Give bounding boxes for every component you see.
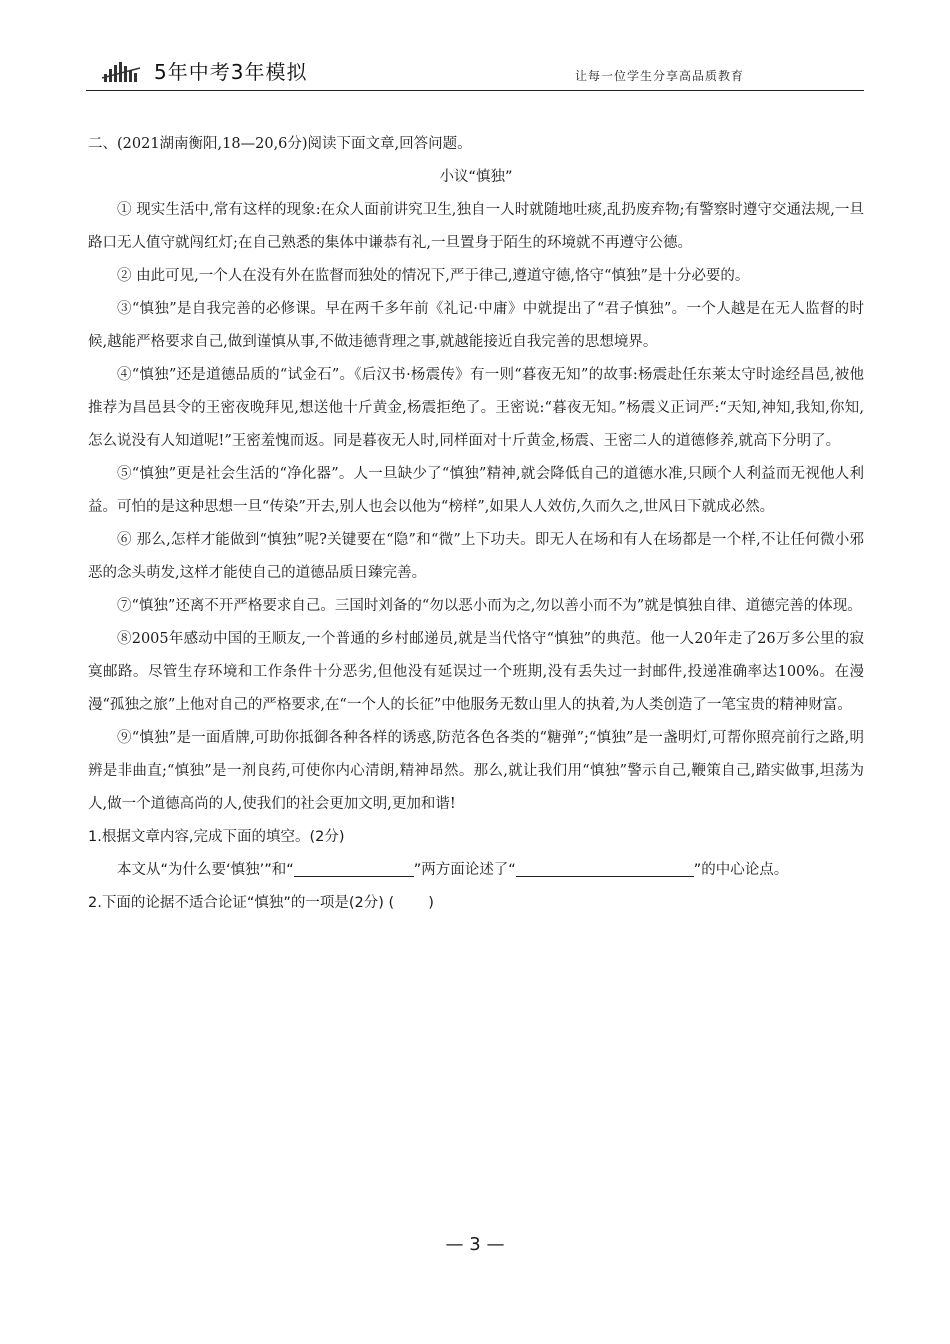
article-paragraph-2: ② 由此可见,一个人在没有外在监督而独处的情况下,严于律己,遵道守德,恪守“慎独”是十分必要的。 xyxy=(117,268,750,284)
section-intro: 二、(2021湖南衡阳,18—20,6分)阅读下面文章,回答问题。 xyxy=(88,136,472,152)
article-paragraph-9: ⑨“慎独”是一面盾牌,可助你抵御各种各样的诱惑,防范各色各类的“糖弹”;“慎独”是一盏明灯,可帮你照亮前行之路,明辨是非曲直;“慎独”是一剂良药,可使你内心清朗,精神昂然。那么,就让我们用“慎独”警示自己,鞭策自己,踏实做事,坦荡为人,做一个道德高尚的人,使我们的社会更加文明,更加和谐! xyxy=(88,730,864,812)
article-paragraph-3: ③“慎独”是自我完善的必修课。早在两千多年前《礼记·中庸》中就提出了“君子慎独”。一个人越是在无人监督的时候,越能严格要求自己,做到谨慎从事,不做违德背理之事,就越能接近自我完善的思想境界。 xyxy=(88,301,864,350)
article-title: 小议“慎独” xyxy=(439,169,513,185)
question-1-text-b: ”两方面论述了“ xyxy=(413,862,516,878)
page-content xyxy=(88,128,864,920)
page-header xyxy=(86,50,864,92)
article-paragraph-5: ⑤“慎独”更是社会生活的“净化器”。人一旦缺少了“慎独”精神,就会降低自己的道德水准,只顾个人利益而无视他人利益。可怕的是这种思想一旦“传染”开去,别人也会以他为“榜样”,如果人人效仿,久而久之,世风日下就成必然。 xyxy=(88,466,864,515)
answer-blank-1[interactable] xyxy=(294,860,414,877)
article-paragraph-8: ⑧2005年感动中国的王顺友,一个普通的乡村邮递员,就是当代恪守“慎独”的典范。他一人20年走了26万多公里的寂寞邮路。尽管生存环境和工作条件十分恶劣,但他没有延误过一个班期,没有丢失过一封邮件,投递准确率达100%。在漫漫“孤独之旅”上他对自己的严格要求,在“一个人的长征”中他服务无数山里人的执着,为人类创造了一笔宝贵的精神财富。 xyxy=(88,631,864,713)
header-title: 5年中考3年模拟 xyxy=(154,60,308,84)
header-divider xyxy=(86,90,864,91)
question-2-stem: 2.下面的论据不适合论证“慎独”的一项是(2分) xyxy=(88,895,384,911)
page-number: — 3 — xyxy=(445,1234,505,1255)
logo-icon xyxy=(100,56,142,90)
question-2-stem-line xyxy=(88,887,864,920)
header-slogan: 让每一位学生分享高品质教育 xyxy=(574,69,744,83)
question-1-stem: 1.根据文章内容,完成下面的填空。(2分) xyxy=(88,829,345,845)
question-1-text-c: ”的中心论点。 xyxy=(693,862,789,878)
article-paragraph-1: ① 现实生活中,常有这样的现象:在众人面前讲究卫生,独自一人时就随地吐痰,乱扔废弃物;有警察时遵守交通法规,一旦路口无人值守就闯红灯;在自己熟悉的集体中谦恭有礼,一旦置身于陌生的环境就不再遵守公德。 xyxy=(88,202,864,251)
question-1-text-a: 本文从“为什么要‘慎独’”和“ xyxy=(117,862,294,878)
answer-blank-2[interactable] xyxy=(516,860,694,877)
article-paragraph-6: ⑥ 那么,怎样才能做到“慎独”呢?关键要在“隐”和“微”上下功夫。即无人在场和有人在场都是一个样,不让任何微小邪恶的念头萌发,这样才能使自己的道德品质日臻完善。 xyxy=(88,532,864,581)
article-paragraph-4: ④“慎独”还是道德品质的“试金石”。《后汉书·杨震传》有一则“暮夜无知”的故事:杨震赴任东莱太守时途经昌邑,被他推荐为昌邑县令的王密夜晚拜见,想送他十斤黄金,杨震拒绝了。王密说:“暮夜无知。”杨震义正词严:“天知,神知,我知,你知,怎么说没有人知道呢!”王密羞愧而返。同是暮夜无人时,同样面对十斤黄金,杨震、王密二人的道德修养,就高下分明了。 xyxy=(88,367,864,449)
question-1-fill xyxy=(88,854,864,887)
answer-paren-close: ) xyxy=(428,895,434,911)
article-paragraph-7: ⑦“慎独”还离不开严格要求自己。三国时刘备的“勿以恶小而为之,勿以善小而不为”就是慎独自律、道德完善的体现。 xyxy=(117,598,862,614)
answer-paren-open: ( xyxy=(388,895,395,911)
